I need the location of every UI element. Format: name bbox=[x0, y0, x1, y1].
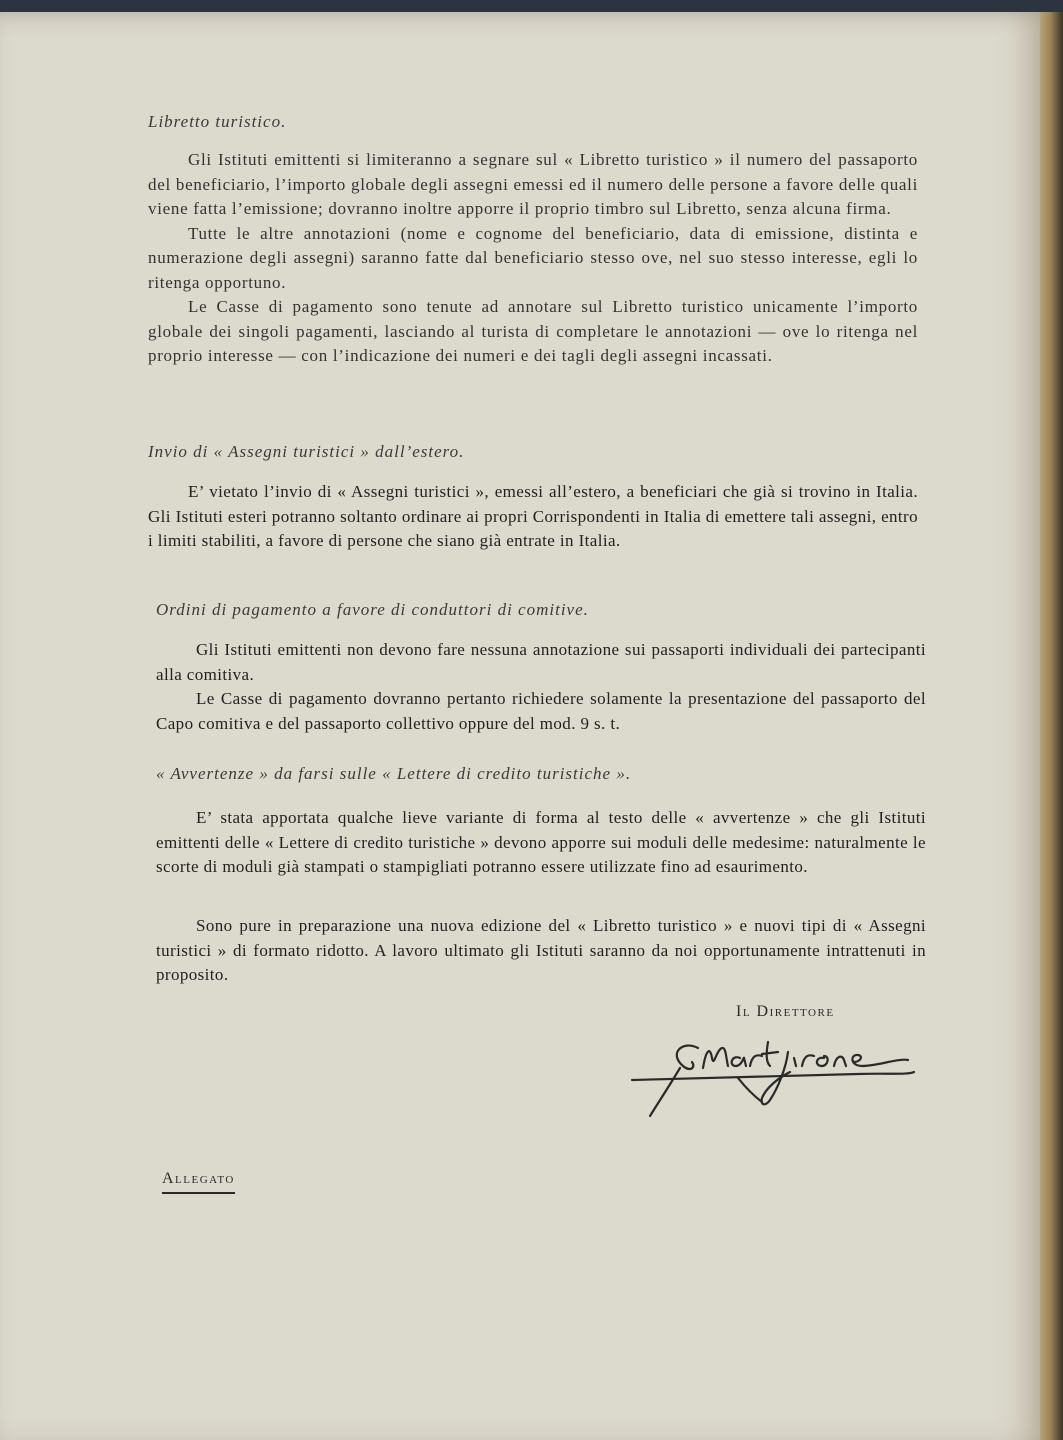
section-title: Invio di « Assegni turistici » dall’estero. bbox=[148, 442, 465, 461]
paragraph: Le Casse di pagamento sono tenute ad annotare sul Libretto turistico unicamente l’importo globale dei singoli pagamenti, lasciando al turista di completare le annotazioni — ove lo ritenga nel proprio interesse — con l’indicazione dei numeri e dei tagli degli assegni incassati. bbox=[148, 297, 918, 365]
section-title: Ordini di pagamento a favore di conduttori di comitive. bbox=[156, 600, 589, 619]
paragraph: E’ vietato l’invio di « Assegni turistici », emessi all’estero, a beneficiari che già si trovino in Italia. Gli Istituti esteri potranno soltanto ordinare ai propri Corrispondenti in Italia di emettere tali assegni, entro i limiti stabiliti, a favore di persone che siano già entrate in Italia. bbox=[148, 482, 918, 550]
section-title: « Avvertenze » da farsi sulle « Lettere di credito turistiche ». bbox=[156, 764, 632, 783]
paragraph: Gli Istituti emittenti si limiteranno a segnare sul « Libretto turistico » il numero del passaporto del beneficiario, l’importo globale degli assegni emessi ed il numero delle persone a favore delle quali viene fatta l’emissione; dovranno inoltre apporre il proprio timbro sul Libretto, senza alcuna firma. bbox=[148, 150, 918, 218]
section-title: Libretto turistico. bbox=[148, 112, 287, 131]
section-avvertenze bbox=[156, 764, 926, 880]
paragraph: E’ stata apportata qualche lieve variante di forma al testo delle « avvertenze » che gli Istituti emittenti delle « Lettere di credito turistiche » devono apporre sui moduli delle medesime: naturalmente le scorte di moduli già stampati o stampigliati potranno essere utilizzate fino ad esaurimento. bbox=[156, 808, 926, 876]
paragraph: Tutte le altre annotazioni (nome e cognome del beneficiario, data di emissione, distinta e numerazione degli assegni) saranno fatte dal beneficiario stesso ove, nel suo stesso interesse, egli lo ritenga opportuno. bbox=[148, 223, 918, 292]
paragraph: Sono pure in preparazione una nuova edizione del « Libretto turistico » e nuovi tipi di « Assegni turistici » di formato ridotto. A lavoro ultimato gli Istituti saranno da noi opportunamente intrattenuti in proposito. bbox=[156, 916, 926, 984]
paragraph: Le Casse di pagamento dovranno pertanto richiedere solamente la presentazione del passaporto del Capo comitiva e del passaporto collettivo oppure del mod. 9 s. t. bbox=[156, 689, 926, 733]
paragraph: Gli Istituti emittenti non devono fare nessuna annotazione sui passaporti individuali dei partecipanti alla comitiva. bbox=[156, 640, 926, 684]
page-binding-edge bbox=[1040, 12, 1063, 1440]
handwritten-signature bbox=[628, 1028, 918, 1123]
section-preparazione bbox=[156, 914, 926, 988]
section-ordini-pagamento bbox=[156, 600, 926, 736]
director-title: Il Direttore bbox=[736, 1003, 835, 1020]
section-libretto-turistico bbox=[148, 112, 918, 369]
allegato-label: Allegato bbox=[162, 1170, 235, 1194]
section-invio-assegni bbox=[148, 442, 918, 554]
